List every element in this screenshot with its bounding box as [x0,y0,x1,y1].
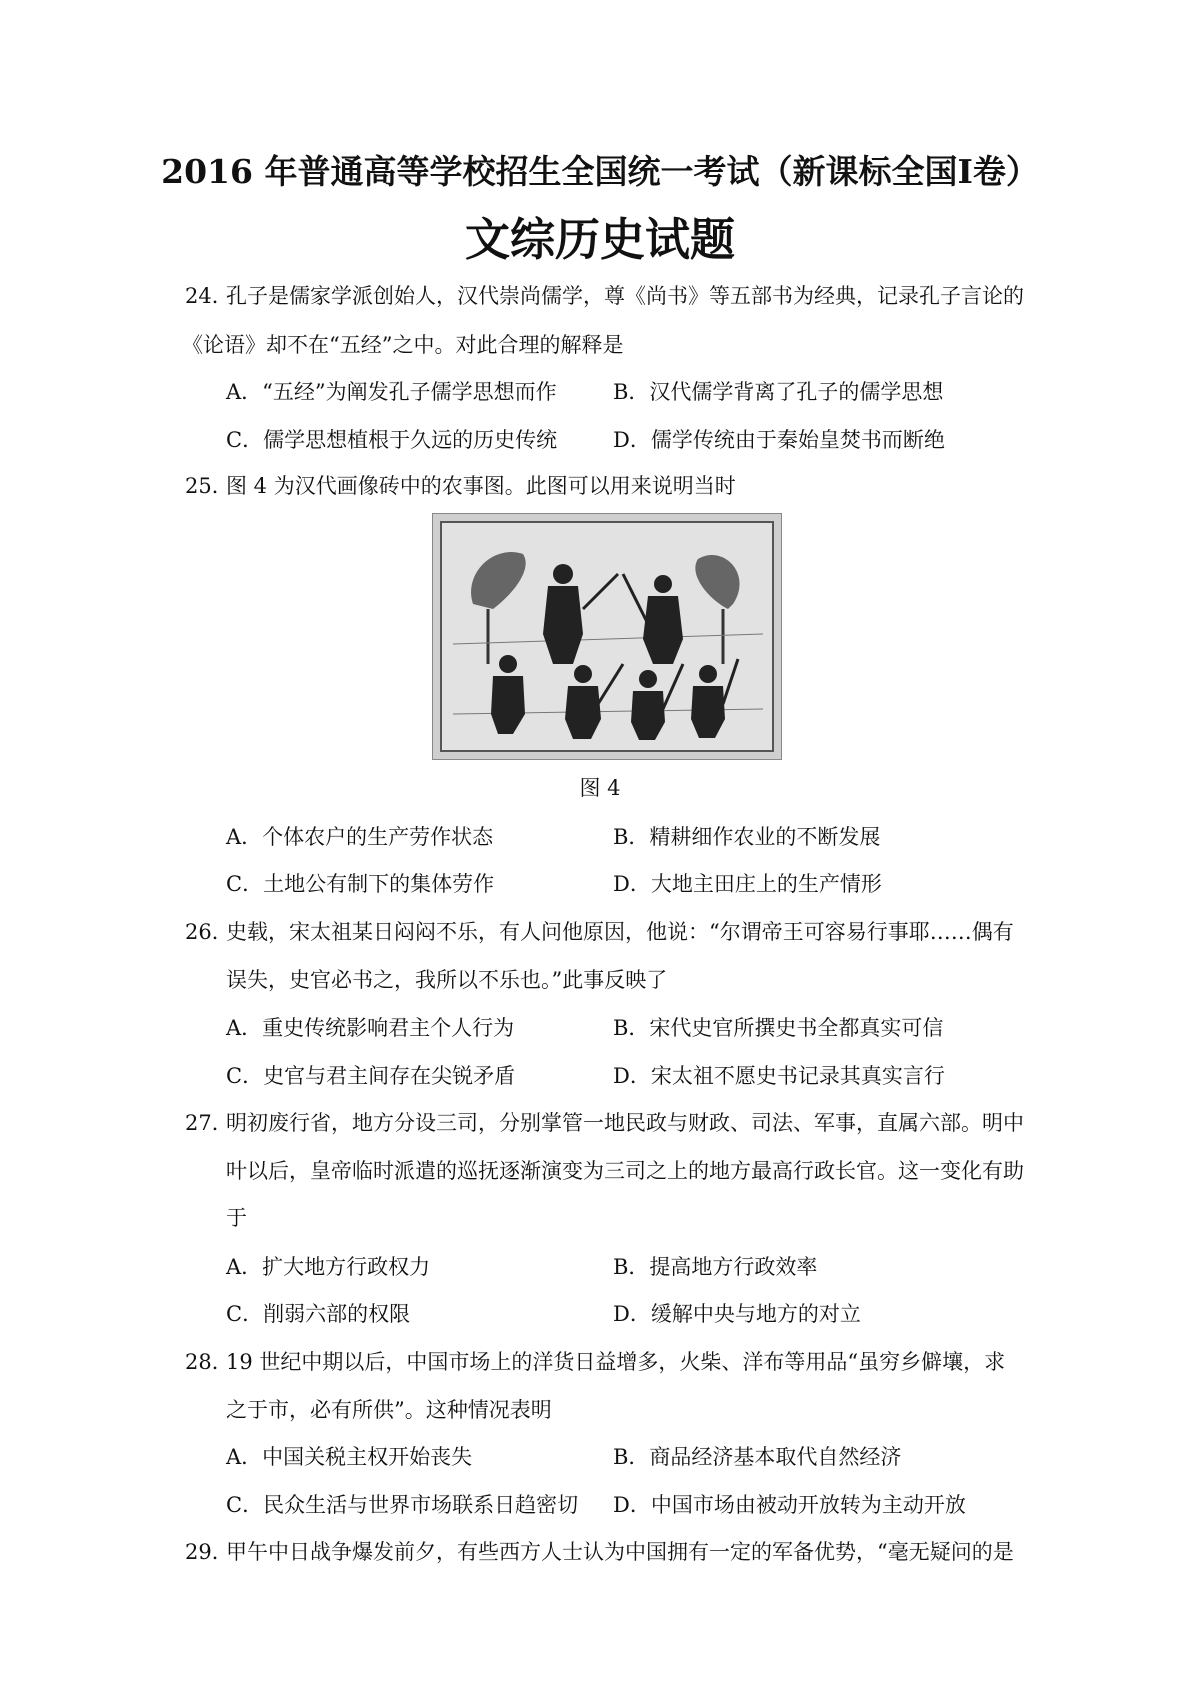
question-28-stem-line1: 19 世纪中期以后，中国市场上的洋货日益增多，火柴、洋布等用品“虽穷乡僻壤，求 [226,1350,1006,1374]
question-27-stem-line2: 叶以后，皇帝临时派遣的巡抚逐渐演变为三司之上的地方最高行政长官。这一变化有助 [226,1159,1024,1183]
question-25-number: 25． [185,474,233,498]
question-24-stem-line1: 孔子是儒家学派创始人，汉代崇尚儒学，尊《尚书》等五部书为经典，记录孔子言论的 [226,284,1024,308]
farming-scene-drawing [433,514,781,759]
question-27-stem-line3: 于 [226,1206,247,1230]
question-28-stem-line2: 之于市，必有所供”。这种情况表明 [226,1398,552,1422]
question-24-option-c: C．儒学思想植根于久远的历史传统 [226,428,558,452]
question-25-option-c: C．土地公有制下的集体劳作 [226,872,495,896]
question-24-stem-line2: 《论语》却不在“五经”之中。对此合理的解释是 [182,333,624,357]
question-24-option-d: D．儒学传统由于秦始皇焚书而断绝 [613,428,945,452]
question-28-number: 28． [185,1350,233,1374]
question-26-option-c: C．史官与君主间存在尖锐矛盾 [226,1064,516,1088]
question-27-option-c: C．削弱六部的权限 [226,1302,411,1326]
question-24-option-a: A．“五经”为阐发孔子儒学思想而作 [226,380,557,404]
question-29-stem-line1: 甲午中日战争爆发前夕，有些西方人士认为中国拥有一定的军备优势，“毫无疑问的是 [226,1540,1014,1564]
question-26-option-d: D．宋太祖不愿史书记录其真实言行 [613,1064,945,1088]
question-26-stem-line1: 史载，宋太祖某日闷闷不乐，有人问他原因，他说：“尔谓帝王可容易行事耶……偶有 [226,920,1014,944]
question-28-option-d: D．中国市场由被动开放转为主动开放 [613,1493,966,1517]
question-27-number: 27． [185,1111,233,1135]
question-24-number: 24． [185,284,233,308]
question-25-option-a: A．个体农户的生产劳作状态 [226,825,494,849]
question-25-stem-line1: 图 4 为汉代画像砖中的农事图。此图可以用来说明当时 [226,474,736,498]
question-28-option-a: A．中国关税主权开始丧失 [226,1445,473,1469]
question-24-option-b: B．汉代儒学背离了孔子的儒学思想 [613,380,944,404]
question-25-option-d: D．大地主田庄上的生产情形 [613,872,882,896]
question-27-option-d: D．缓解中央与地方的对立 [613,1302,861,1326]
question-27-stem-line1: 明初废行省，地方分设三司，分别掌管一地民政与财政、司法、军事，直属六部。明中 [226,1111,1024,1135]
question-29-number: 29． [185,1540,233,1564]
question-26-option-b: B．宋代史官所撰史书全都真实可信 [613,1016,944,1040]
exam-title: 2016 年普通高等学校招生全国统一考试（新课标全国Ⅰ卷） [161,152,1039,191]
question-28-option-c: C．民众生活与世界市场联系日趋密切 [226,1493,579,1517]
exam-subtitle: 文综历史试题 [464,213,735,266]
question-28-option-b: B．商品经济基本取代自然经济 [613,1445,902,1469]
question-26-number: 26． [185,920,233,944]
question-26-option-a: A．重史传统影响君主个人行为 [226,1016,515,1040]
question-27-option-b: B．提高地方行政效率 [613,1255,818,1279]
question-26-stem-line2: 误失，史官必书之，我所以不乐也。”此事反映了 [226,968,668,992]
question-27-option-a: A．扩大地方行政权力 [226,1255,431,1279]
question-25-option-b: B．精耕细作农业的不断发展 [613,825,881,849]
figure-4-caption: 图 4 [579,776,621,800]
han-brick-farming-image [432,513,782,760]
